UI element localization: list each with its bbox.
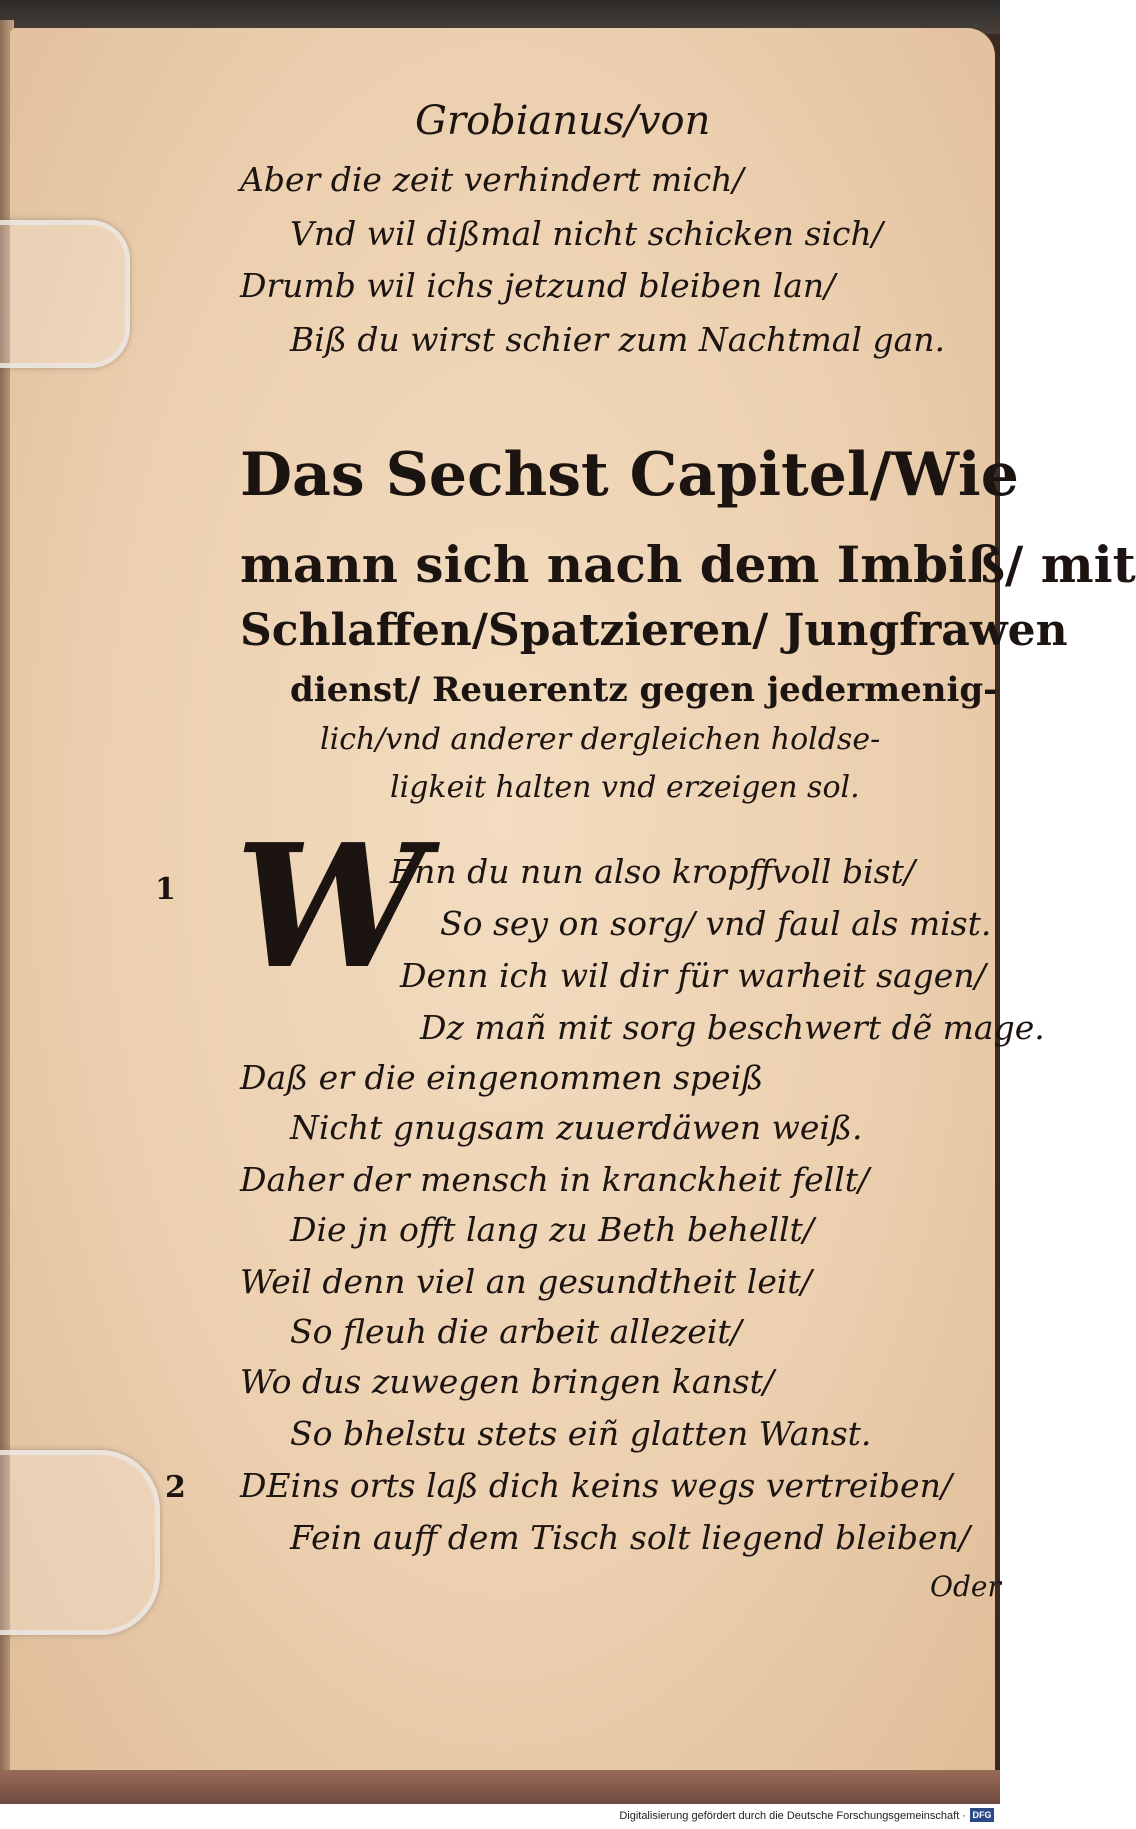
page-clip-top xyxy=(0,220,130,368)
verse-line: Daher der mensch in kranckheit fellt/ xyxy=(240,1160,870,1199)
decorated-initial: W xyxy=(235,807,426,1007)
chapter-heading-line: lich/vnd anderer dergleichen holdse- xyxy=(320,722,881,757)
verse-line: Dz mañ mit sorg beschwert dẽ mage. xyxy=(420,1008,1045,1047)
chapter-heading-line: Das Sechst Capitel/Wie xyxy=(240,440,1019,510)
catchword: Oder xyxy=(930,1570,1001,1603)
verse-line: So sey on sorg/ vnd faul als mist. xyxy=(440,904,992,943)
verse-line: Vnd wil dißmal nicht schicken sich/ xyxy=(290,214,883,253)
verse-line: DEins orts laß dich keins wegs vertreiben/ xyxy=(240,1466,952,1505)
verse-line: Daß er die eingenommen speiß xyxy=(240,1058,764,1097)
verse-line: Enn du nun also kropffvoll bist/ xyxy=(390,852,915,891)
page-clip-bottom xyxy=(0,1450,160,1635)
verse-line: Biß du wirst schier zum Nachtmal gan. xyxy=(290,320,946,359)
verse-line: Aber die zeit verhindert mich/ xyxy=(240,160,744,199)
dfg-credit: Digitalisierung gefördert durch die Deutsche Forschungsgemeinschaft · xyxy=(619,1810,966,1822)
running-head: Grobianus/von xyxy=(415,98,711,144)
verse-line: So bhelstu stets eiñ glatten Wanst. xyxy=(290,1414,872,1453)
chapter-heading-line: mann sich nach dem Imbiß/ mit xyxy=(240,535,1136,594)
verse-line: Weil denn viel an gesundtheit leit/ xyxy=(240,1262,812,1301)
verse-line: Nicht gnugsam zuuerdäwen weiß. xyxy=(290,1108,863,1147)
chapter-heading-line: ligkeit halten vnd erzeigen sol. xyxy=(390,770,860,805)
verse-line: Drumb wil ichs jetzund bleiben lan/ xyxy=(240,266,836,305)
verse-line: Fein auff dem Tisch solt liegend bleiben/ xyxy=(290,1518,970,1557)
chapter-heading-line: dienst/ Reuerentz gegen jedermenig- xyxy=(290,670,998,710)
margin-number: 1 xyxy=(155,872,176,907)
verse-line: Die jn offt lang zu Beth behellt/ xyxy=(290,1210,814,1249)
chapter-heading-line: Schlaffen/Spatzieren/ Jungfrawen xyxy=(240,605,1068,656)
margin-number: 2 xyxy=(165,1470,186,1505)
dfg-logo-icon: DFG xyxy=(970,1808,994,1822)
verse-line: So fleuh die arbeit allezeit/ xyxy=(290,1312,742,1351)
verse-line: Wo dus zuwegen bringen kanst/ xyxy=(240,1362,774,1401)
book-bottom-edge xyxy=(0,1770,1000,1804)
verse-line: Denn ich wil dir für warheit sagen/ xyxy=(400,956,986,995)
